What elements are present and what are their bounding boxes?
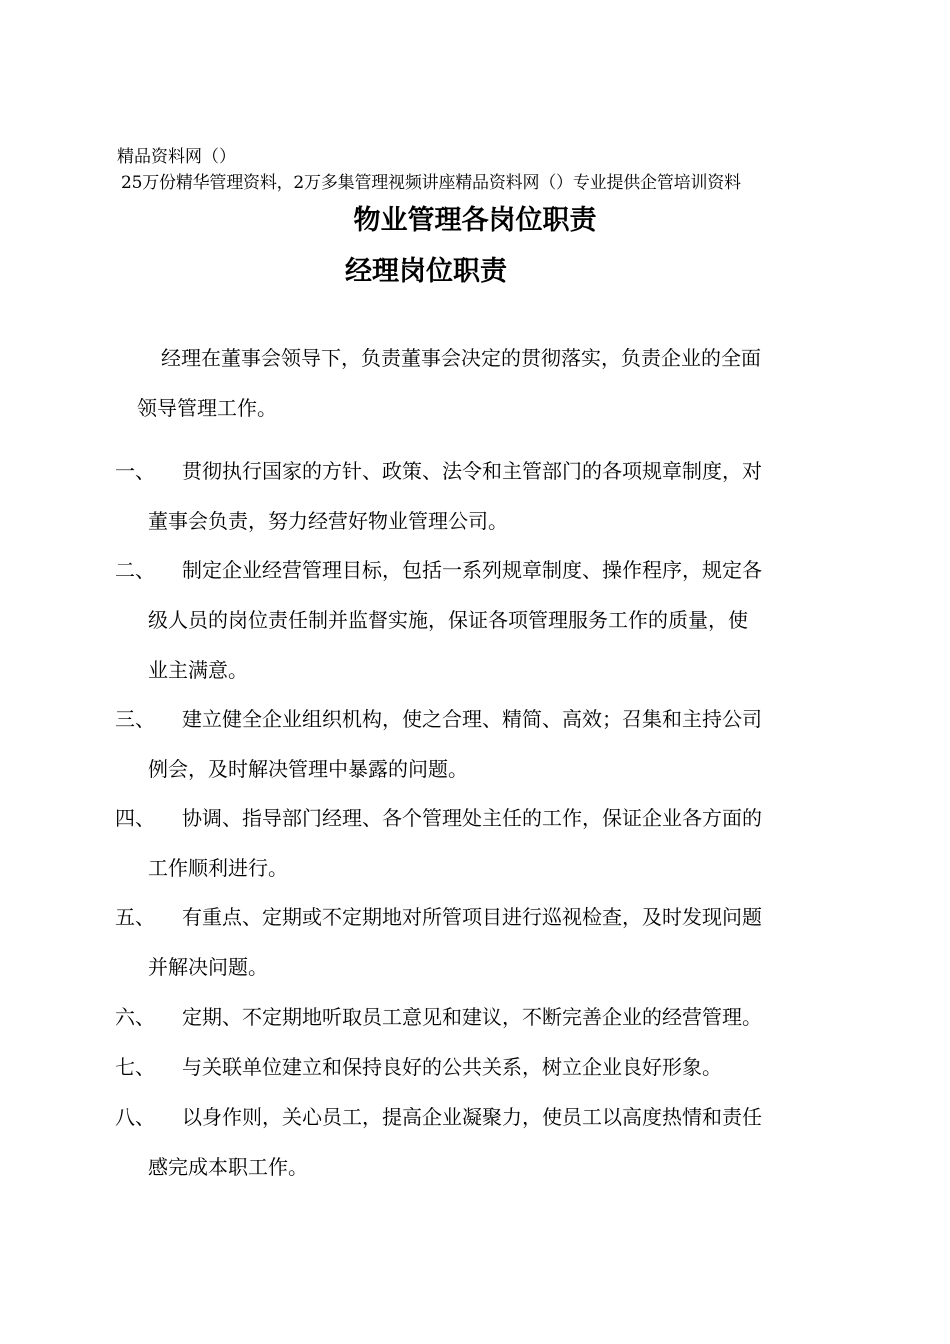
duty-text-line: 与关联单位建立和保持良好的公共关系，树立企业良好形象。 [182,1055,722,1079]
duty-text-line: 建立健全企业组织机构，使之合理、精简、高效；召集和主持公司 [182,707,762,731]
duty-number: 八、 [115,1105,155,1129]
duty-number: 五、 [115,905,155,929]
duty-text-line: 级人员的岗位责任制并监督实施，保证各项管理服务工作的质量，使 [148,608,748,632]
duty-item-6 [115,992,835,1042]
duty-text-line: 以身作则，关心员工，提高企业凝聚力，使员工以高度热情和责任 [182,1105,762,1129]
duty-item-3 [115,694,835,794]
duty-number: 六、 [115,1005,155,1029]
duty-text-line: 工作顺利进行。 [148,856,288,880]
duty-text-line: 并解决问题。 [148,955,268,979]
intro-line-2: 领导管理工作。 [137,396,277,420]
duty-item-4 [115,793,835,893]
duty-text-line: 贯彻执行国家的方针、政策、法令和主管部门的各项规章制度，对 [182,459,762,483]
duty-text-line: 制定企业经营管理目标，包括一系列规章制度、操作程序，规定各 [182,558,762,582]
duty-item-2 [115,545,835,695]
duty-text-line: 例会，及时解决管理中暴露的问题。 [148,757,468,781]
duty-number: 七、 [115,1055,155,1079]
duty-number: 二、 [115,558,155,582]
document-title: 物业管理各岗位职责 [353,205,597,236]
intro-line-1: 经理在董事会领导下，负责董事会决定的贯彻落实，负责企业的全面 [161,346,761,370]
duty-text-line: 感完成本职工作。 [148,1155,308,1179]
duty-item-8 [115,1092,835,1192]
duty-text-line: 协调、指导部门经理、各个管理处主任的工作，保证企业各方面的 [182,806,762,830]
duty-number: 一、 [115,459,155,483]
intro-paragraph [137,333,837,433]
duty-text-line: 定期、不定期地听取员工意见和建议，不断完善企业的经营管理。 [182,1005,762,1029]
header-line-2: 25万份精华管理资料，2万多集管理视频讲座精品资料网（）专业提供企管培训资料 [121,173,741,193]
header-line-1: 精品资料网（） [117,147,236,167]
duty-text-line: 董事会负责，努力经营好物业管理公司。 [148,509,508,533]
duty-item-7 [115,1042,835,1092]
duty-number: 三、 [115,707,155,731]
duty-text-line: 有重点、定期或不定期地对所管项目进行巡视检查，及时发现问题 [182,905,762,929]
document-subtitle: 经理岗位职责 [345,256,507,287]
duty-item-1 [115,446,835,546]
duty-item-5 [115,892,835,992]
duty-text-line: 业主满意。 [148,658,248,682]
duty-number: 四、 [115,806,155,830]
